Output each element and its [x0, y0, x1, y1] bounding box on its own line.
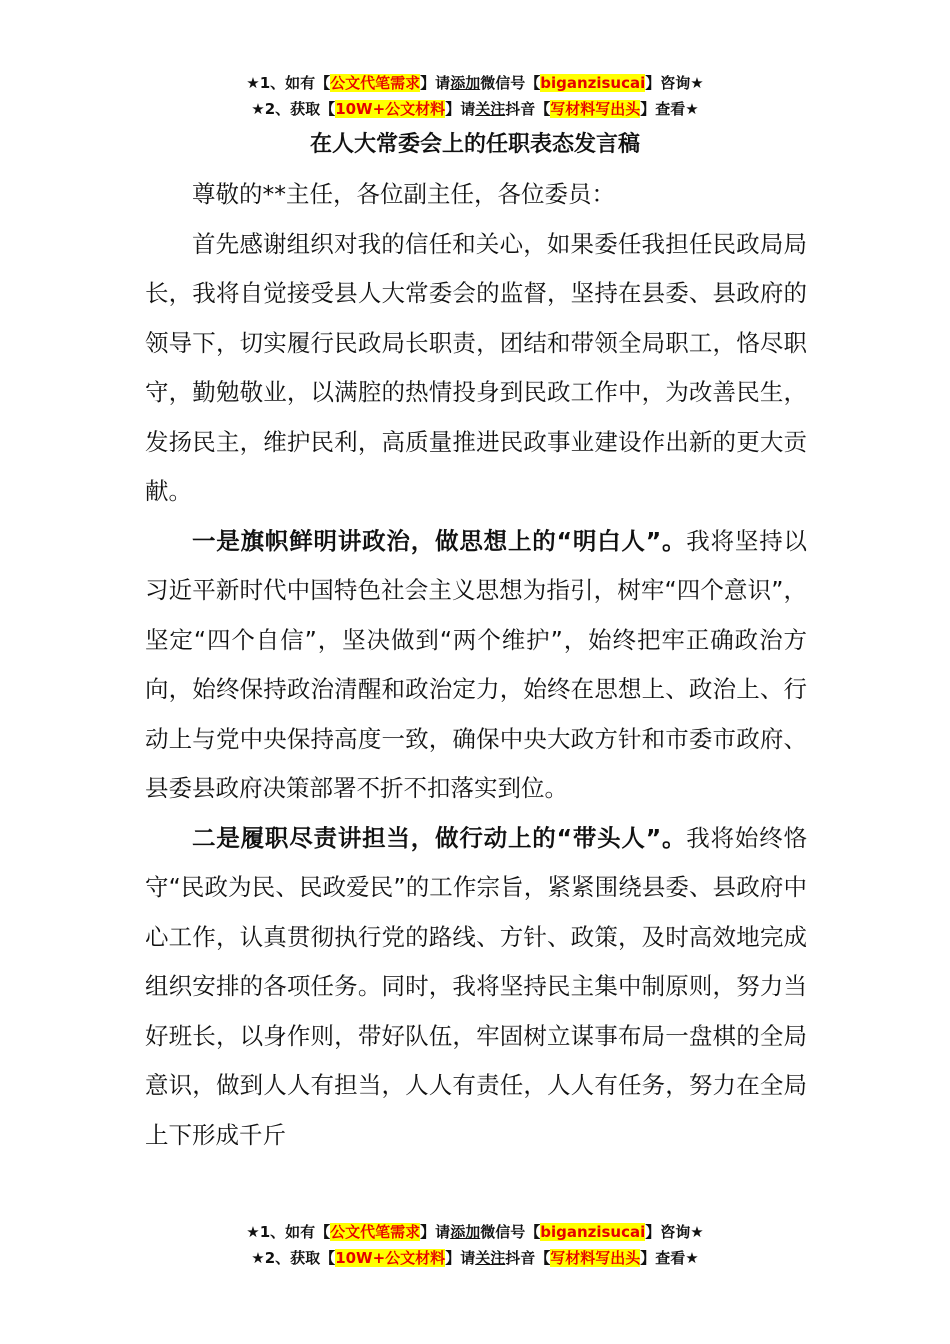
banner-highlight: 10W+公文材料 [335, 100, 446, 118]
point-2-lead: 二是履职尽责讲担当，做行动上的“带头人”。 [192, 823, 687, 852]
douyin-id: 写材料写出头 [550, 1249, 641, 1267]
point-2-text: 我将始终恪守“民政为民、民政爱民”的工作宗旨，紧紧围绕县委、县政府中心工作，认真贯彻执行党的路线、方针、政策，及时高效地完成组织安排的各项任务。同时，我将坚持民主集中制原则，努力当好班长，以身作则，带好队伍，牢固树立谋事布局一盘棋的全局意识，做到人人有担当，人人有责任，人人有任务，努力在全局上下形成千斤 [145, 823, 807, 1149]
point-2-paragraph [145, 814, 807, 1161]
banner-highlight: 公文代笔需求 [330, 74, 421, 92]
document-title: 在人大常委会上的任职表态发言稿 [309, 132, 640, 157]
banner-highlight: 公文代笔需求 [330, 1223, 421, 1241]
wechat-id: biganzisucai [540, 74, 646, 92]
point-1-lead: 一是旗帜鲜明讲政治，做思想上的“明白人”。 [192, 526, 687, 555]
intro-paragraph: 首先感谢组织对我的信任和关心，如果委任我担任民政局局长，我将自觉接受县人大常委会的监督，坚持在县委、县政府的领导下，切实履行民政局长职责，团结和带领全局职工，恪尽职守，勤勉敬业，以满腔的热情投身到民政工作中，为改善民生，发扬民主，维护民利，高质量推进民政事业建设作出新的更大贡献。 [145, 229, 807, 505]
banner-line-1: ★1、如有【公文代笔需求】请添加微信号【biganzisucai】咨询★ [246, 74, 704, 92]
banner-highlight: 10W+公文材料 [335, 1249, 446, 1267]
banner-line-2: ★2、获取【10W+公文材料】请关注抖音【写材料写出头】查看★ [251, 1249, 699, 1267]
wechat-id: biganzisucai [540, 1223, 646, 1241]
douyin-id: 写材料写出头 [550, 100, 641, 118]
point-1-paragraph [145, 517, 807, 814]
banner-line-2: ★2、获取【10W+公文材料】请关注抖音【写材料写出头】查看★ [251, 100, 699, 118]
header-banner [0, 70, 950, 122]
footer-banner [0, 1219, 950, 1271]
point-1-text: 我将坚持以习近平新时代中国特色社会主义思想为指引，树牢“四个意识”，坚定“四个自信”，坚决做到“两个维护”，始终把牢正确政治方向，始终保持政治清醒和政治定力，始终在思想上、政治上、行动上与党中央保持高度一致，确保中央大政方针和市委市政府、县委县政府决策部署不折不扣落实到位。 [145, 526, 807, 802]
banner-line-1: ★1、如有【公文代笔需求】请添加微信号【biganzisucai】咨询★ [246, 1223, 704, 1241]
document-body [145, 170, 807, 1160]
salutation: 尊敬的**主任，各位副主任，各位委员： [192, 180, 615, 208]
